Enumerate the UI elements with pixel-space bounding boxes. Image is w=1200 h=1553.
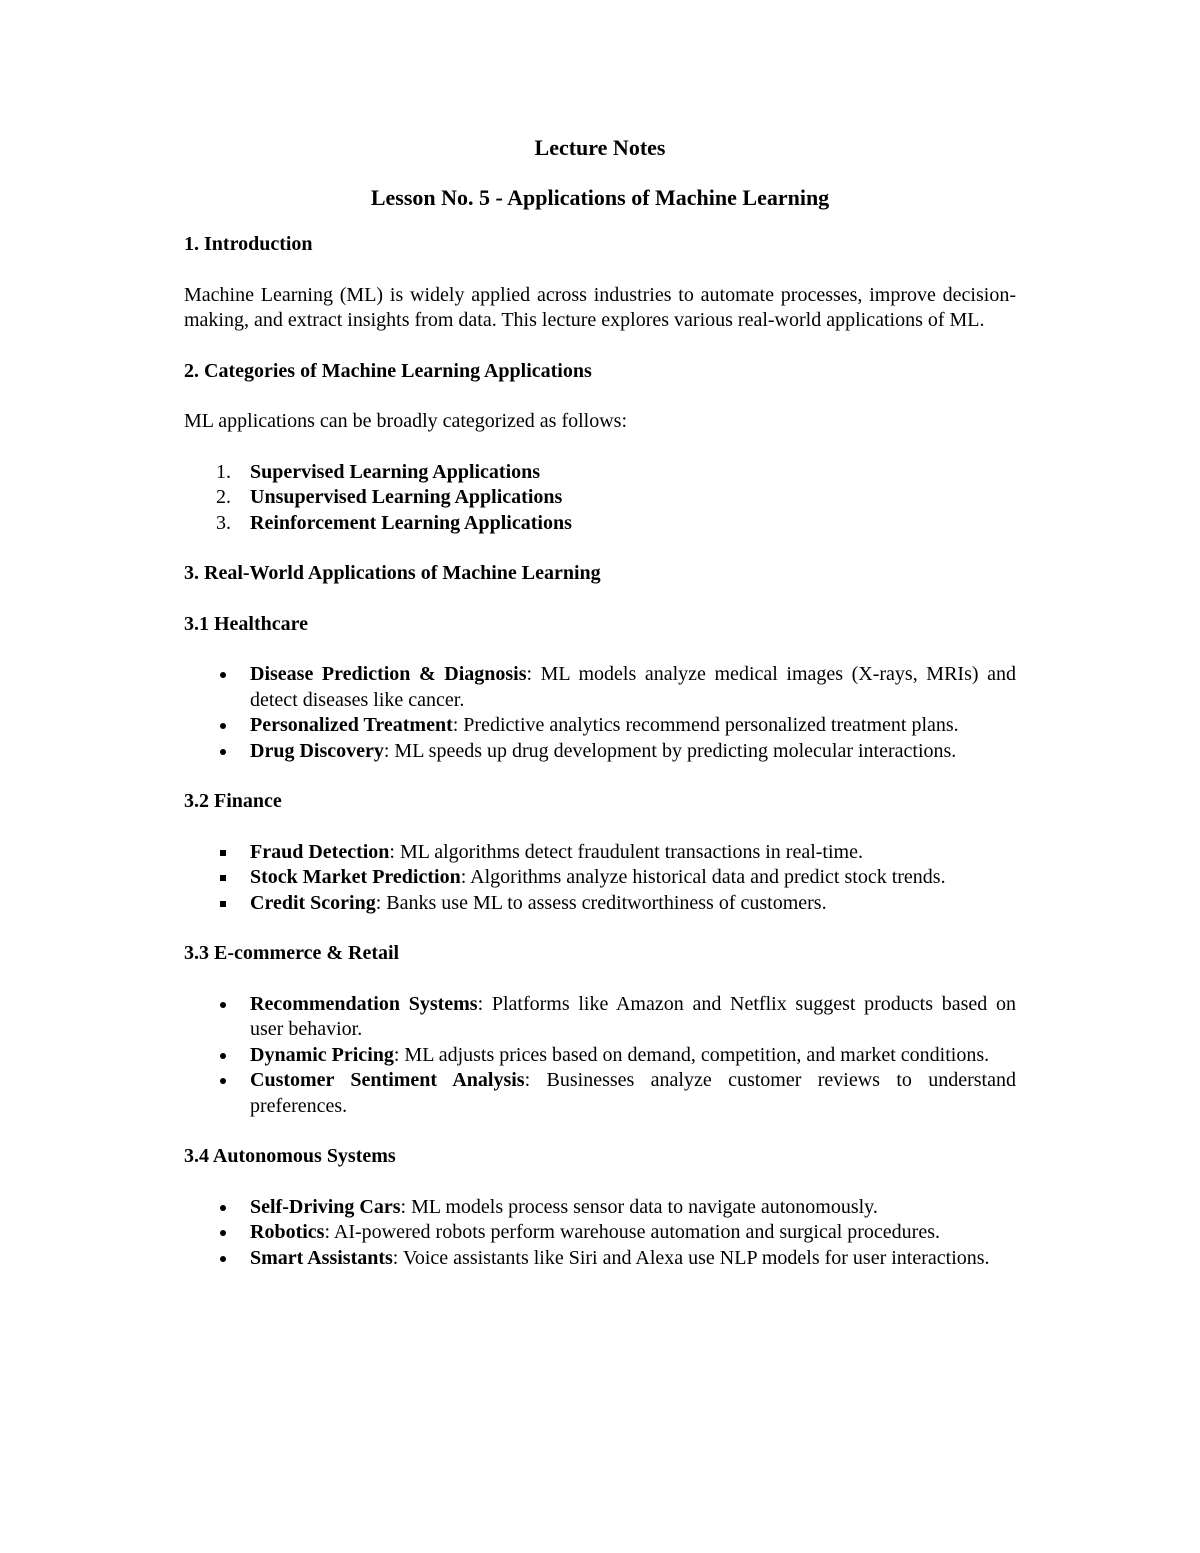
item-description: : Businesses analyze customer reviews to understand preferences. xyxy=(250,1069,1016,1117)
document-subtitle: Lesson No. 5 - Applications of Machine Learning xyxy=(370,185,830,210)
list-item xyxy=(184,891,1016,917)
item-description: : Predictive analytics recommend personalized treatment plans. xyxy=(452,714,959,736)
list-item xyxy=(184,739,1016,765)
item-term: Personalized Treatment xyxy=(250,714,453,736)
bullet-icon xyxy=(220,1078,226,1084)
list-item xyxy=(184,1068,1016,1119)
list-number: 1. xyxy=(216,460,231,483)
introduction-paragraph: Machine Learning (ML) is widely applied across industries to automate processes, improve decision-making, and extract insights from data. This lecture explores various real-world applications of ML. xyxy=(184,283,1016,331)
healthcare-list xyxy=(184,662,1016,764)
list-item xyxy=(184,511,1016,537)
item-term: Dynamic Pricing xyxy=(250,1043,394,1066)
list-item xyxy=(184,713,1016,739)
list-item xyxy=(184,1246,1016,1272)
item-description: : Voice assistants like Siri and Alexa use NLP models for user interactions. xyxy=(392,1246,990,1269)
list-item xyxy=(184,460,1016,486)
bullet-icon xyxy=(220,672,226,678)
item-term: Drug Discovery xyxy=(250,739,384,762)
bullet-icon xyxy=(220,850,226,856)
subsection-heading-autonomous: 3.4 Autonomous Systems xyxy=(184,1145,396,1167)
item-description: : Platforms like Amazon and Netflix suggest products based on user behavior. xyxy=(250,992,1016,1040)
subsection-heading-healthcare: 3.1 Healthcare xyxy=(184,612,309,635)
list-item-label: Reinforcement Learning Applications xyxy=(250,511,572,534)
item-description: : ML adjusts prices based on demand, competition, and market conditions. xyxy=(393,1043,990,1066)
finance-list xyxy=(184,840,1016,917)
item-term: Credit Scoring xyxy=(250,891,376,914)
bullet-icon xyxy=(220,1002,226,1008)
categories-list xyxy=(184,460,1016,537)
item-description: : ML models analyze medical images (X-rays, MRIs) and detect diseases like cancer. xyxy=(250,663,1016,711)
list-item xyxy=(184,662,1016,713)
list-item xyxy=(184,865,1016,891)
item-term: Smart Assistants xyxy=(250,1246,393,1269)
list-item-label: Supervised Learning Applications xyxy=(250,460,541,483)
list-item xyxy=(184,1220,1016,1246)
list-item-label: Unsupervised Learning Applications xyxy=(250,486,563,508)
list-item xyxy=(184,1195,1016,1221)
ecommerce-list xyxy=(184,992,1016,1120)
document-title: Lecture Notes xyxy=(534,135,666,160)
section-heading-introduction: 1. Introduction xyxy=(184,233,313,255)
list-number: 3. xyxy=(216,511,231,534)
item-description: : ML models process sensor data to navigate autonomously. xyxy=(400,1195,878,1218)
list-item xyxy=(184,485,1016,511)
item-term: Stock Market Prediction xyxy=(250,866,461,888)
list-item xyxy=(184,840,1016,866)
bullet-icon xyxy=(220,1256,226,1262)
bullet-icon xyxy=(220,749,226,755)
item-description: : Algorithms analyze historical data and predict stock trends. xyxy=(460,866,946,888)
item-description: : AI-powered robots perform warehouse automation and surgical procedures. xyxy=(324,1221,940,1243)
item-term: Recommendation Systems xyxy=(250,992,478,1015)
item-term: Disease Prediction & Diagnosis xyxy=(250,663,527,685)
item-description: : ML speeds up drug development by predicting molecular interactions. xyxy=(383,739,957,762)
bullet-icon xyxy=(220,1205,226,1211)
list-number: 2. xyxy=(216,486,231,508)
autonomous-list xyxy=(184,1195,1016,1272)
item-term: Robotics xyxy=(250,1221,325,1243)
item-term: Self-Driving Cars xyxy=(250,1195,401,1218)
list-item xyxy=(184,992,1016,1043)
bullet-icon xyxy=(220,723,226,729)
bullet-icon xyxy=(220,875,226,881)
section-heading-real-world: 3. Real-World Applications of Machine Learning xyxy=(184,562,601,584)
item-term: Customer Sentiment Analysis xyxy=(250,1069,525,1091)
section-heading-categories: 2. Categories of Machine Learning Applications xyxy=(184,359,592,382)
subsection-heading-finance: 3.2 Finance xyxy=(184,790,282,812)
item-term: Fraud Detection xyxy=(250,840,390,863)
categories-paragraph: ML applications can be broadly categorized as follows: xyxy=(184,410,627,432)
bullet-icon xyxy=(220,901,226,907)
subsection-heading-ecommerce: 3.3 E-commerce & Retail xyxy=(184,942,400,964)
item-description: : Banks use ML to assess creditworthiness of customers. xyxy=(375,891,827,914)
item-description: : ML algorithms detect fraudulent transactions in real-time. xyxy=(389,840,863,863)
bullet-icon xyxy=(220,1053,226,1059)
document-content xyxy=(184,134,1016,1271)
bullet-icon xyxy=(220,1230,226,1236)
list-item xyxy=(184,1043,1016,1069)
